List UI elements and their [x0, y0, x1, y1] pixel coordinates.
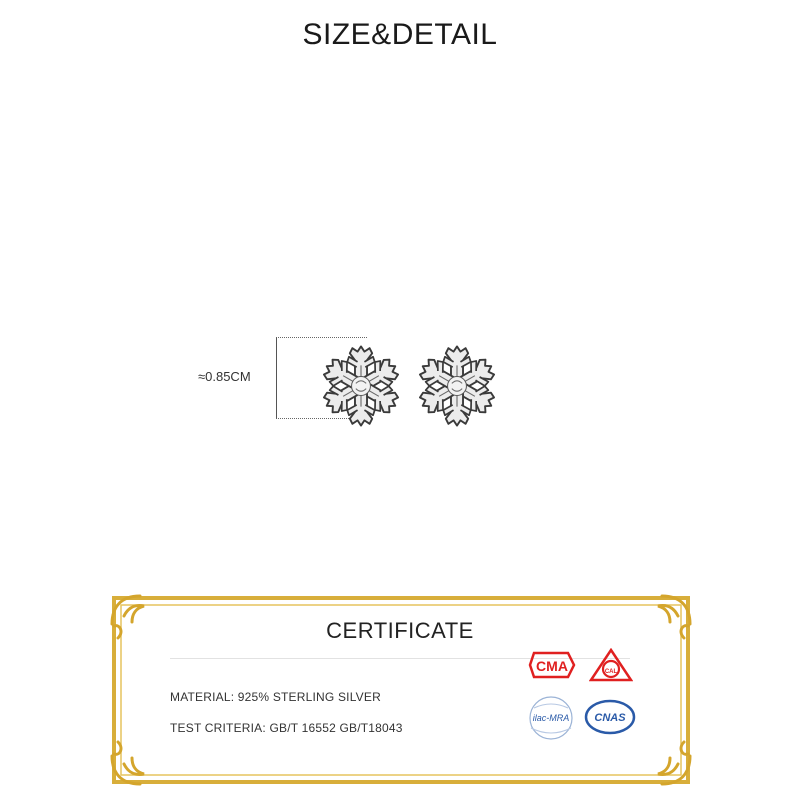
cnas-logo-text: CNAS	[594, 712, 626, 724]
snowflake-earring-right-icon	[414, 343, 500, 429]
material-text: MATERIAL: 925% STERLING SILVER	[170, 690, 381, 704]
ilac-logo-text: ilac-MRA	[532, 713, 570, 723]
cma-logo-icon	[528, 649, 576, 681]
test-criteria-text: TEST CRITERIA: GB/T 16552 GB/T18043	[170, 721, 403, 735]
certificate-title: CERTIFICATE	[326, 618, 474, 643]
cal-logo-text: CAL	[604, 669, 618, 675]
page-title: SIZE&DETAIL	[302, 18, 498, 51]
snowflake-earring-left-icon	[318, 343, 404, 429]
cnas-logo-icon	[583, 697, 637, 737]
size-label: ≈0.85CM	[198, 369, 251, 384]
ilac-mra-logo-icon	[526, 694, 576, 742]
cal-logo-icon	[589, 648, 633, 682]
cma-logo-text: CMA	[536, 658, 568, 674]
